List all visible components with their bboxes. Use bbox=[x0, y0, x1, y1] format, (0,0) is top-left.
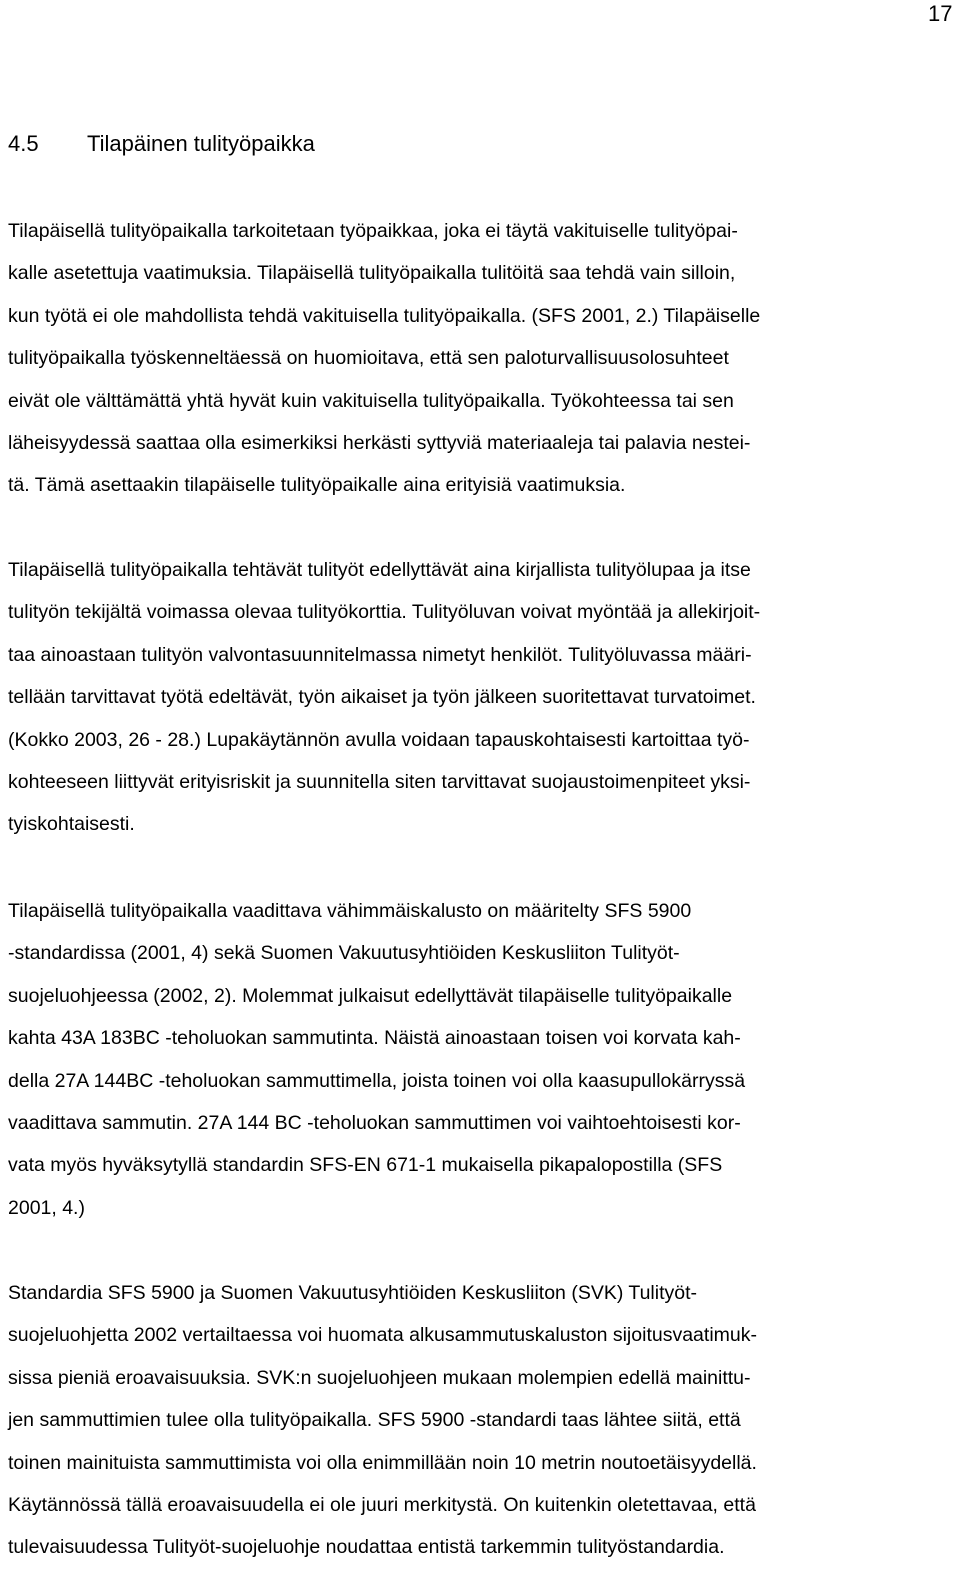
text-line: (Kokko 2003, 26 - 28.) Lupakäytännön avulla voidaan tapauskohtaisesti kartoittaa työ- bbox=[8, 728, 750, 751]
text-line: sissa pieniä eroavaisuuksia. SVK:n suojeluohjeen mukaan molempien edellä mainittu- bbox=[8, 1366, 751, 1389]
text-line: tulevaisuudessa Tulityöt-suojeluohje noudattaa entistä tarkemmin tulityöstandardia. bbox=[8, 1536, 725, 1559]
text-line: kohteeseen liittyvät erityisriskit ja suunnitella siten tarvittavat suojaustoimenpiteet yksi- bbox=[8, 770, 751, 793]
text-line: vata myös hyväksytyllä standardin SFS-EN 671-1 mukaisella pikapalopostilla (SFS bbox=[8, 1154, 723, 1177]
text-line: jen sammuttimien tulee olla tulityöpaikalla. SFS 5900 -standardi taas lähtee siitä, että bbox=[8, 1409, 741, 1432]
text-line: tulityön tekijältä voimassa olevaa tulityökorttia. Tulityöluvan voivat myöntää ja allekirjoit- bbox=[8, 601, 761, 624]
text-line: toinen mainituista sammuttimista voi olla enimmillään noin 10 metrin noutoetäisyydellä. bbox=[8, 1451, 757, 1474]
paragraph-2 bbox=[8, 557, 958, 854]
paragraph-4 bbox=[8, 1280, 958, 1577]
text-line: kun työtä ei ole mahdollista tehdä vakituisella tulityöpaikalla. (SFS 2001, 2.) Tilapäiselle bbox=[8, 304, 761, 327]
section-number: 4.5 bbox=[8, 131, 39, 156]
section-heading bbox=[8, 131, 315, 157]
paragraph-1 bbox=[8, 218, 958, 515]
text-line: Standardia SFS 5900 ja Suomen Vakuutusyhtiöiden Keskusliiton (SVK) Tulityöt- bbox=[8, 1282, 698, 1304]
text-line: tä. Tämä asettaakin tilapäiselle tulityöpaikalle aina erityisiä vaatimuksia. bbox=[8, 474, 626, 497]
text-line: Käytännössä tällä eroavaisuudella ei ole juuri merkitystä. On kuitenkin oletettavaa, että bbox=[8, 1493, 756, 1516]
text-line: eivät ole välttämättä yhtä hyvät kuin vakituisella tulityöpaikalla. Työkohteessa tai sen bbox=[8, 389, 734, 412]
text-line: Tilapäisellä tulityöpaikalla vaadittava vähimmäiskalusto on määritelty SFS 5900 bbox=[8, 900, 692, 922]
text-line: della 27A 144BC -teholuokan sammuttimella, joista toinen voi olla kaasupullokärryssä bbox=[8, 1069, 746, 1092]
text-line: suojeluohjetta 2002 vertailtaessa voi huomata alkusammutuskaluston sijoitusvaatimuk- bbox=[8, 1324, 757, 1347]
paragraph-3 bbox=[8, 898, 958, 1237]
text-line: tellään tarvittavat työtä edeltävät, työn aikaiset ja työn jälkeen suoritettavat turvatoimet. bbox=[8, 686, 756, 709]
text-line: 2001, 4.) bbox=[8, 1196, 85, 1219]
section-title: Tilapäinen tulityöpaikka bbox=[87, 131, 315, 156]
text-line: Tilapäisellä tulityöpaikalla tehtävät tulityöt edellyttävät aina kirjallista tulityölupaa ja itse bbox=[8, 559, 751, 581]
text-line: -standardissa (2001, 4) sekä Suomen Vakuutusyhtiöiden Keskusliiton Tulityöt- bbox=[8, 942, 680, 965]
text-line: suojeluohjeessa (2002, 2). Molemmat julkaisut edellyttävät tilapäiselle tulityöpaikalle bbox=[8, 984, 733, 1007]
text-line: kahta 43A 183BC -teholuokan sammutinta. Näistä ainoastaan toisen voi korvata kah- bbox=[8, 1027, 741, 1050]
text-line: läheisyydessä saattaa olla esimerkiksi herkästi syttyviä materiaaleja tai palavia nestei- bbox=[8, 431, 751, 454]
text-line: Tilapäisellä tulityöpaikalla tarkoitetaan työpaikkaa, joka ei täytä vakituiselle tulityöpai- bbox=[8, 220, 738, 242]
page-number: 17 bbox=[928, 1, 953, 26]
text-line: taa ainoastaan tulityön valvontasuunnitelmassa nimetyt henkilöt. Tulityöluvassa määri- bbox=[8, 643, 752, 666]
text-line: vaadittava sammutin. 27A 144 BC -teholuokan sammuttimen voi vaihtoehtoisesti kor- bbox=[8, 1111, 741, 1134]
text-line: kalle asetettuja vaatimuksia. Tilapäisellä tulityöpaikalla tulitöitä saa tehdä vain silloin, bbox=[8, 262, 736, 285]
text-line: tulityöpaikalla työskenneltäessä on huomioitava, että sen paloturvallisuusolosuhteet bbox=[8, 347, 729, 370]
text-line: tyiskohtaisesti. bbox=[8, 813, 135, 836]
